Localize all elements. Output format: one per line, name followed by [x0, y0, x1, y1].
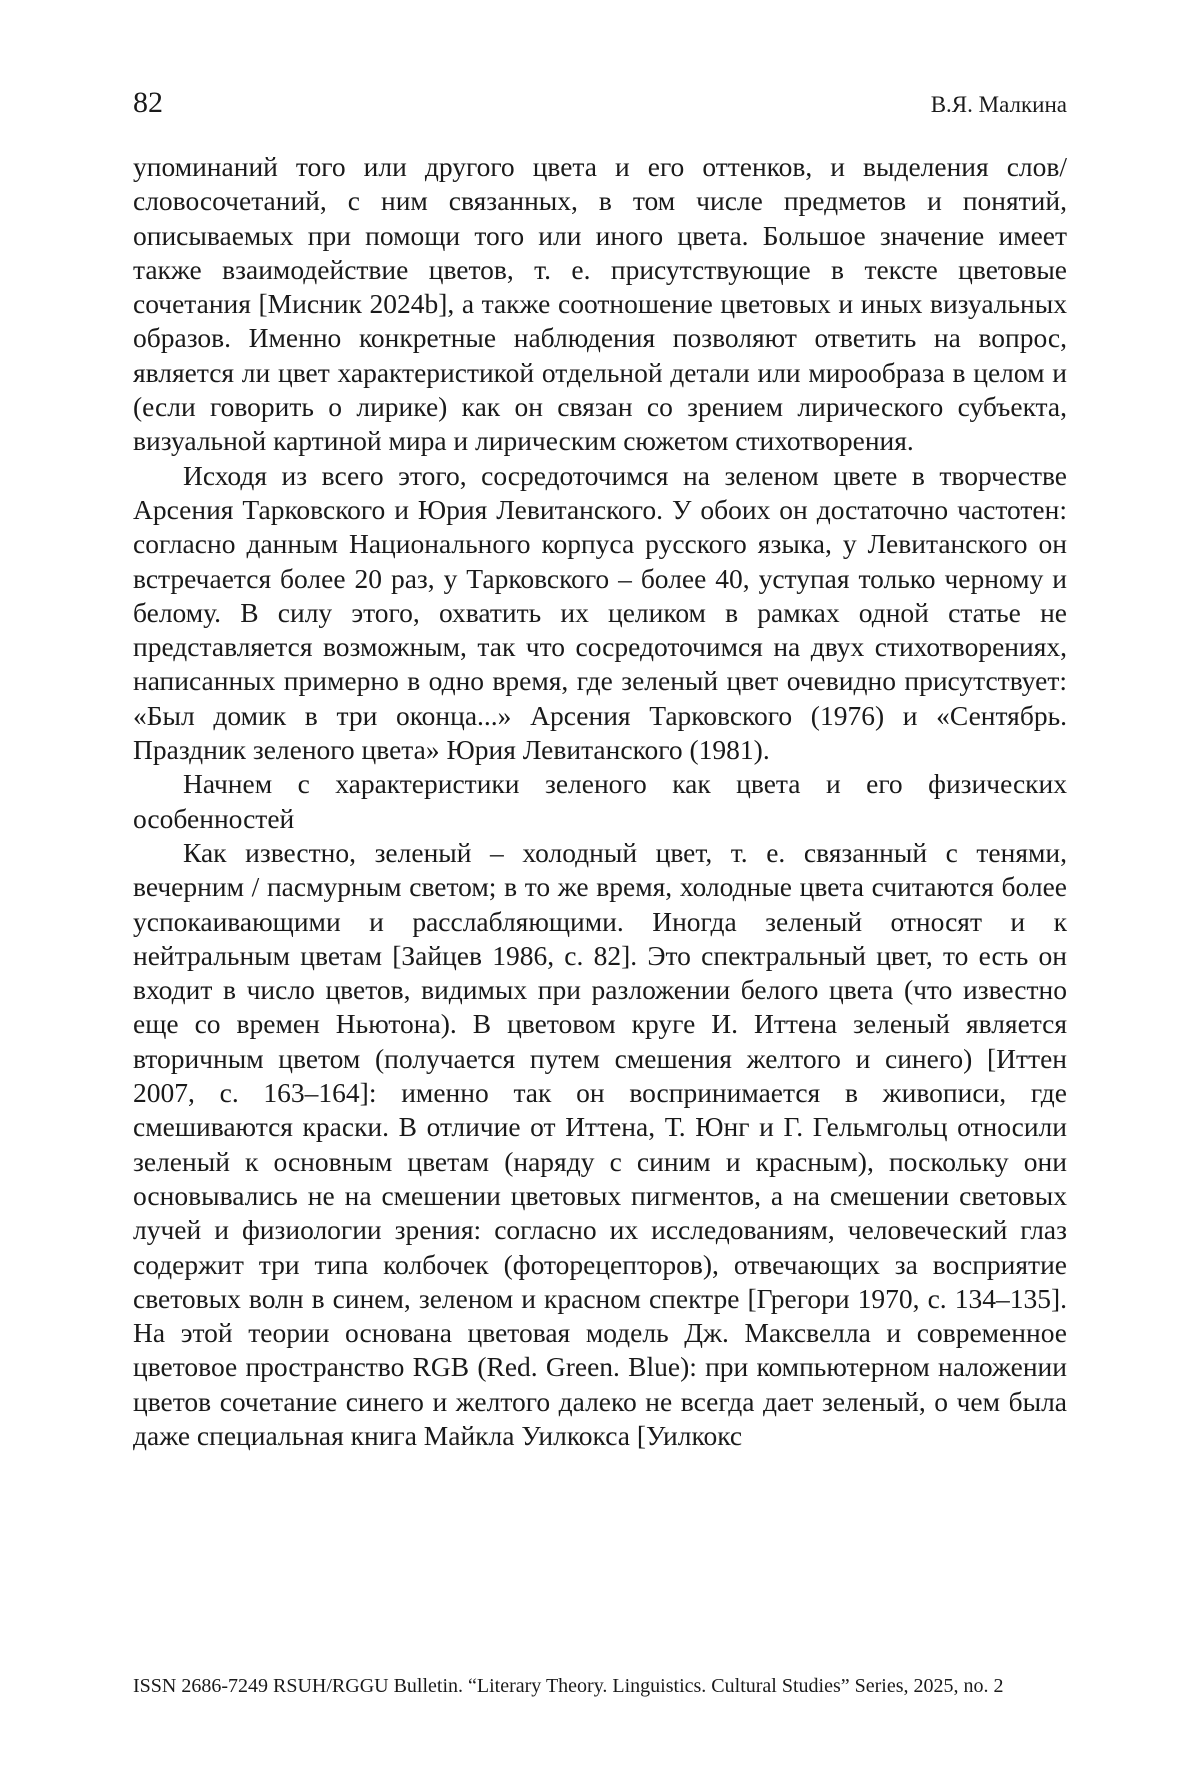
paragraph-continued: упоминаний того или другого цвета и его оттенков, и выделения слов/словосочетаний, с ним связанных, в том числе предметов и понятий, описываемых при помощи того или иного цвета. Большое значение имеет также взаимодействие цветов, т. е. присутствующие в тексте цветовые сочетания [Мисник 2024b], а также соотношение цветовых и иных визуальных образов. Именно конкретные наблюдения позволяют ответить на вопрос, является ли цвет характеристикой отдельной детали или мирообраза в целом и (если говорить о лирике) как он связан со зрением лирического субъекта, визуальной картиной мира и лирическим сюжетом стихотворения.: [133, 150, 1067, 459]
article-body: [133, 150, 1067, 1453]
author-running-head: В.Я. Малкина: [931, 92, 1067, 118]
paragraph: Начнем с характеристики зеленого как цвета и его физических особенностей: [133, 767, 1067, 836]
running-header: [133, 86, 1067, 126]
paragraph: Как известно, зеленый – холодный цвет, т. е. связанный с тенями, вечерним / пасмурным светом; в то же время, холодные цвета считаются более успокаивающими и расслабляющими. Иногда зеленый относят и к нейтральным цветам [Зайцев 1986, с. 82]. Это спектральный цвет, то есть он входит в число цветов, видимых при разложении белого цвета (что известно еще со времен Ньютона). В цветовом круге И. Иттена зеленый является вторичным цветом (получается путем смешения желтого и синего) [Иттен 2007, с. 163–164]: именно так он воспринимается в живописи, где смешиваются краски. В отличие от Иттена, Т. Юнг и Г. Гельмгольц относили зеленый к основным цветам (наряду с синим и красным), поскольку они основывались не на смешении цветовых пигментов, а на смешении световых лучей и физиологии зрения: согласно их исследованиям, человеческий глаз содержит три типа колбочек (фоторецепторов), отвечающих за восприятие световых волн в синем, зеленом и красном спектре [Грегори 1970, с. 134–135]. На этой теории основана цветовая модель Дж. Максвелла и современное цветовое пространство RGB (Red. Green. Blue): при компьютерном наложении цветов сочетание синего и желтого далеко не всегда дает зеленый, о чем была даже специальная книга Майкла Уилкокса [Уилкокс: [133, 836, 1067, 1453]
page-number: 82: [133, 86, 163, 120]
paragraph: Исходя из всего этого, сосредоточимся на зеленом цвете в творчестве Арсения Тарковского и Юрия Левитанского. У обоих он достаточно частотен: согласно данным Национального корпуса русского языка, у Левитанского он встречается более 20 раз, у Тарковского – более 40, уступая только черному и белому. В силу этого, охватить их целиком в рамках одной статье не представляется возможным, так что сосредоточимся на двух стихотворениях, написанных примерно в одно время, где зеленый цвет очевидно присутствует: «Был домик в три оконца...» Арсения Тарковского (1976) и «Сентябрь. Праздник зеленого цвета» Юрия Левитанского (1981).: [133, 459, 1067, 768]
journal-footer: ISSN 2686-7249 RSUH/RGGU Bulletin. “Literary Theory. Linguistics. Cultural Studies” Series, 2025, no. 2: [133, 1675, 1067, 1698]
